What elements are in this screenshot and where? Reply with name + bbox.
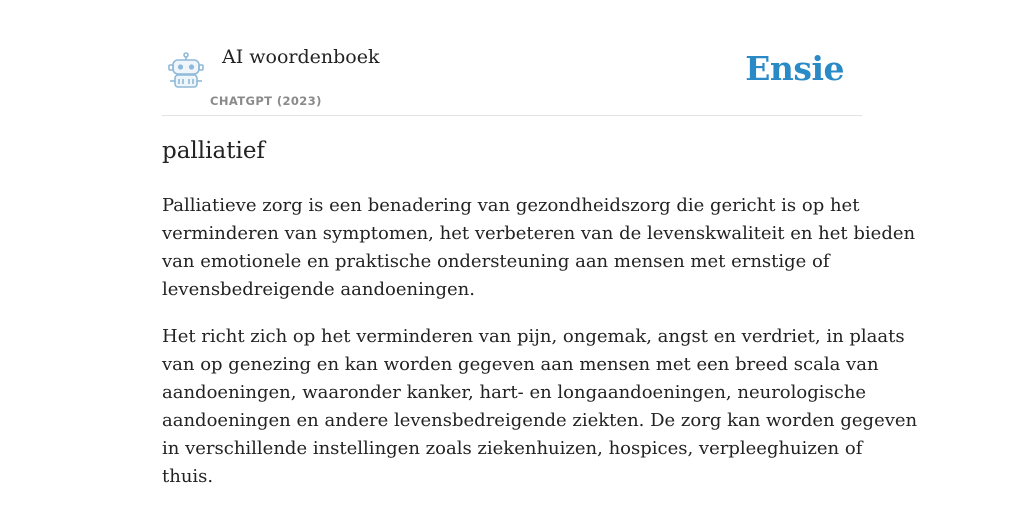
definition-paragraph-2 bbox=[162, 323, 918, 491]
definition bbox=[162, 192, 918, 510]
definition-line: levensbedreigende aandoeningen. bbox=[162, 279, 475, 300]
source-title[interactable]: AI woordenboek bbox=[222, 46, 380, 68]
source-header bbox=[162, 40, 862, 116]
ensie-logo[interactable]: Ensie bbox=[745, 49, 844, 88]
definition-paragraph-1 bbox=[162, 192, 916, 304]
robot-icon bbox=[166, 52, 206, 90]
definition-line: verminderen van symptomen, het verbeteren van de levenskwaliteit en het bieden bbox=[162, 223, 916, 244]
definition-line: aandoeningen en andere levensbedreigende ziekten. De zorg kan worden gegeven bbox=[162, 410, 918, 431]
definition-line: Het richt zich op het verminderen van pijn, ongemak, angst en verdriet, in plaats bbox=[162, 326, 905, 347]
definition-line: van op genezing en kan worden gegeven aan mensen met een breed scala van bbox=[162, 354, 879, 375]
definition-line: van emotionele en praktische ondersteuning aan mensen met ernstige of bbox=[162, 251, 830, 272]
headword: palliatief bbox=[162, 138, 265, 164]
definition-line: thuis. bbox=[162, 466, 214, 487]
definition-line: Palliatieve zorg is een benadering van gezondheidszorg die gericht is op het bbox=[162, 195, 860, 216]
definition-line: in verschillende instellingen zoals ziekenhuizen, hospices, verpleeghuizen of bbox=[162, 438, 863, 459]
definition-line: aandoeningen, waaronder kanker, hart- en longaandoeningen, neurologische bbox=[162, 382, 867, 403]
source-subtitle: CHATGPT (2023) bbox=[210, 94, 322, 108]
